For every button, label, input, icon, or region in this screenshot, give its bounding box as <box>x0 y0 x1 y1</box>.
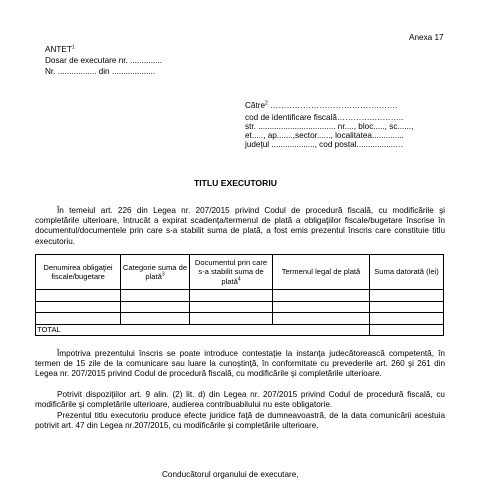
street-field[interactable]: str. .................................. nr...., bloc....., sc......, <box>245 122 414 131</box>
footnote-marker: 2 <box>265 100 268 107</box>
table-row <box>36 301 444 313</box>
column-header: Denumirea obligaţiei fiscale/bugetare <box>36 255 121 290</box>
table-cell[interactable] <box>370 313 444 325</box>
table-row <box>36 290 444 302</box>
annex-number: Anexa 17 <box>409 33 444 42</box>
table-cell[interactable] <box>273 301 370 313</box>
column-header: Categorie suma de plată$^3$ <box>121 255 190 290</box>
footnote-marker: 3 <box>161 271 165 278</box>
table-cell[interactable] <box>273 290 370 302</box>
table-cell[interactable] <box>370 290 444 302</box>
contestation-paragraph: Împotriva prezentului înscris se poate introduce contestaţie la instanţa judecătorească competentă, în termen de 15 zile de la comunicare sau luare la cunoştinţă, în conformitate cu prevederile art. 260 şi 261 din Legea nr. 207/2015 privind Codul de procedură fiscală, cu modificările şi completările ulterioare. <box>35 349 445 379</box>
antet-label: ANTET$^1$ <box>45 44 75 54</box>
table-cell[interactable] <box>121 313 190 325</box>
total-amount-cell[interactable] <box>370 324 444 336</box>
table-cell[interactable] <box>190 313 273 325</box>
table-cell[interactable] <box>190 301 273 313</box>
legal-effects-paragraph: Prezentul titlu executoriu produce efecte juridice faţă de dumneavoastră, de la data comunicării acestuia potrivit art. 47 din Legea nr.207/2015, cu modificările şi completările ulterioare. <box>35 411 445 431</box>
table-row <box>36 313 444 325</box>
table-cell[interactable] <box>370 301 444 313</box>
table-cell[interactable] <box>36 301 121 313</box>
footnote-marker: 1 <box>71 44 75 51</box>
hearing-paragraph: Potrivit dispoziţiilor art. 9 alin. (2) lit. d) din Legea nr. 207/2015 privind Codul de procedură fiscală, cu modificările şi completările ulterioare, audierea contribuabilului nu este obligatorie. <box>35 390 445 410</box>
table-cell[interactable] <box>36 290 121 302</box>
dosar-field[interactable]: Dosar de executare nr. .............. <box>45 56 162 65</box>
total-row <box>36 324 444 336</box>
county-field[interactable]: judeţul ..................., cod postal.................… <box>245 140 404 149</box>
total-label: TOTAL <box>36 324 121 336</box>
signature-line: Conducătorul organului de executare, <box>162 470 299 479</box>
intro-paragraph: În temeiul art. 226 din Legea nr. 207/2015 privind Codul de procedură fiscală, cu modificările şi completările ulterioare, întrucât a expirat scadenţa/termenul de plată a obligaţiilor fiscale/bugetare înscrise în documentul/documentele prin care s-a stabilit suma de plată, a fost emis prezentul înscris care constituie titlu executoriu. <box>35 206 445 246</box>
column-header: Termenul legal de plată <box>273 255 370 290</box>
table-cell[interactable] <box>121 301 190 313</box>
table-cell[interactable] <box>190 290 273 302</box>
fiscal-code-field[interactable]: cod de identificare fiscală…………..……….. <box>245 113 404 122</box>
total-spacer <box>121 324 370 336</box>
obligations-table <box>35 254 444 336</box>
column-header: Suma datorată (lei) <box>370 255 444 290</box>
nr-date-field[interactable]: Nr. ................. din ................... <box>45 67 156 76</box>
table-cell[interactable] <box>273 313 370 325</box>
document-title: TITLU EXECUTORIU <box>194 178 277 188</box>
recipient-field[interactable]: Către$^2$ ………………………………….……. <box>245 100 398 110</box>
table-cell[interactable] <box>121 290 190 302</box>
table-header-row <box>36 255 444 290</box>
locality-field[interactable]: et....., ap.......,sector......, localitatea.............. <box>245 131 404 140</box>
table-cell[interactable] <box>36 313 121 325</box>
footnote-marker: 4 <box>237 276 241 283</box>
column-header: Documentul prin care s-a stabilit suma de plată$^4$ <box>190 255 273 290</box>
